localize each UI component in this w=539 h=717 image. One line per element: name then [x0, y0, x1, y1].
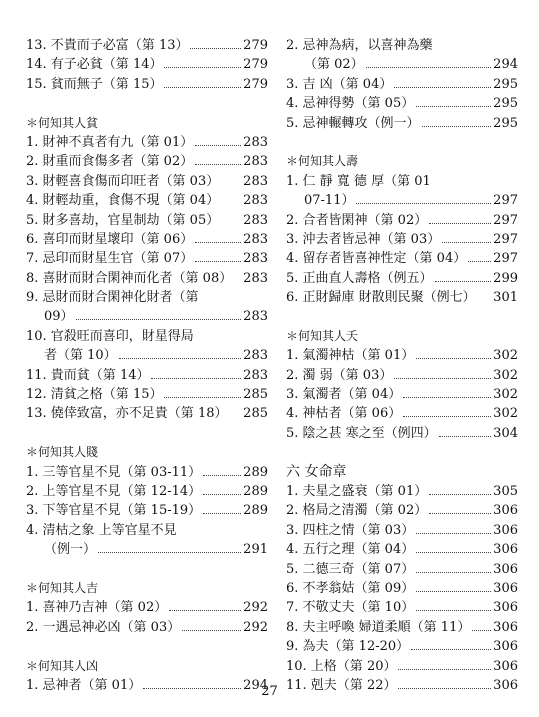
toc-entry [286, 482, 518, 501]
toc-entry [286, 521, 518, 540]
dot-leader [98, 544, 241, 553]
dot-leader [76, 312, 242, 321]
toc-entry [26, 230, 268, 249]
toc-entry [26, 249, 268, 268]
toc-entry-page: 306 [493, 639, 518, 655]
toc-entry [286, 579, 518, 598]
dot-leader [164, 60, 241, 69]
toc-entry-title: 5. 忌神輾轉攻（例一） [286, 115, 420, 131]
toc-entry-page: 279 [243, 57, 268, 73]
toc-entry-page: 297 [493, 193, 518, 209]
dot-leader [195, 157, 241, 166]
dot-leader [429, 506, 491, 515]
toc-entry-page: 289 [243, 483, 268, 499]
toc-entry-title: 3. 下等官星不見（第 15-19） [26, 503, 202, 519]
toc-entry-title: 2. 格局之清濁（第 02） [286, 503, 428, 519]
toc-entry-title: 2. 財重而食傷多者（第 02） [26, 154, 194, 170]
toc-entry [286, 560, 518, 579]
dot-leader [164, 389, 241, 398]
toc-entry [26, 463, 268, 482]
toc-entry-title: 2. 一遇忌神必凶（第 03） [26, 619, 181, 635]
toc-entry [26, 501, 268, 520]
toc-entry-page: 306 [493, 677, 518, 693]
toc-entry-page: 306 [493, 542, 518, 558]
spacer [26, 560, 268, 579]
toc-entry [26, 191, 268, 210]
dot-leader [411, 641, 491, 650]
toc-entry-title: 4. 神枯者（第 06） [286, 406, 402, 422]
toc-entry [26, 385, 268, 404]
dot-leader [403, 389, 491, 398]
toc-entry-page: 297 [493, 231, 518, 247]
dot-leader [169, 603, 241, 612]
toc-entry-page: 302 [493, 406, 518, 422]
toc-entry-title: 13. 不貴而子必富（第 13） [26, 38, 189, 53]
section-heading [286, 152, 518, 171]
toc-entry-title: 5. 正曲直人壽格（例五） [286, 270, 433, 286]
toc-entry [26, 152, 268, 171]
section-heading [286, 327, 518, 346]
toc-entry [26, 618, 268, 637]
dot-leader [422, 118, 492, 127]
toc-entry-title: 09） [44, 309, 74, 325]
toc-entry-page: 283 [243, 367, 268, 383]
toc-entry-page: 283 [243, 270, 268, 286]
toc-entry [286, 657, 518, 676]
toc-entry [26, 211, 268, 230]
toc-entry-title: 4. 留存者皆喜神性定（第 04） [286, 251, 467, 267]
dot-leader [416, 350, 491, 359]
dot-leader [164, 79, 241, 88]
toc-entry-page: 283 [243, 251, 268, 267]
toc-entry-page: 306 [493, 658, 518, 674]
dot-leader [203, 486, 241, 495]
toc-entry-page: 306 [493, 600, 518, 616]
toc-entry [286, 346, 518, 365]
section-heading [26, 657, 268, 676]
section-heading-text: ＊何知其人貧 [26, 115, 99, 130]
toc-column-left [26, 36, 268, 695]
dot-leader [203, 506, 241, 515]
toc-entry-page: 283 [243, 134, 268, 150]
section-heading [26, 443, 268, 462]
toc-entry [286, 75, 518, 94]
toc-entry-title: 10. 上格（第 20） [286, 658, 397, 674]
toc-entry-title: 9. 忌財而財合閑神化財者（第 [26, 290, 199, 306]
toc-entry-title: 1. 三等官星不見（第 03-11） [26, 464, 202, 480]
dot-leader [195, 137, 241, 146]
toc-entry-title: 1. 夫星之盛衰（第 01） [286, 483, 428, 499]
toc-entry-title: 13. 僥倖致富，亦不足貴（第 18） [26, 406, 228, 422]
toc-entry-title: 4. 忌神得勢（第 05） [286, 96, 415, 112]
toc-entry-title: 2. 上等官星不見（第 12-14） [26, 483, 202, 499]
section-heading-text: ＊何知其人吉 [26, 580, 99, 595]
spacer [26, 637, 268, 656]
toc-entry-title: 1. 喜神乃吉神（第 02） [26, 600, 168, 616]
dot-leader [394, 370, 491, 379]
toc-entry-title: 1. 忌神者（第 01） [26, 677, 142, 693]
toc-entry-page: 305 [493, 483, 518, 499]
dot-leader [195, 254, 241, 263]
toc-entry-page: 297 [493, 212, 518, 228]
dot-leader [221, 177, 241, 185]
toc-entry-title: 14. 有子必貧（第 14） [26, 57, 163, 73]
toc-entry-title: 8. 喜財而財合閑神而化者（第 08） [26, 270, 233, 286]
toc-entry-title: 10. 官殺旺而喜印，財星得局 [26, 328, 194, 344]
toc-entry-page: 292 [243, 600, 268, 616]
dot-leader [416, 564, 491, 573]
toc-entry [26, 288, 268, 307]
toc-entry-page: 283 [243, 154, 268, 170]
toc-entry-page: 306 [493, 522, 518, 538]
dot-leader [190, 40, 241, 49]
toc-entry [26, 55, 268, 74]
toc-entry-page: 279 [243, 38, 268, 53]
spacer [286, 133, 518, 152]
toc-entry-page: 295 [493, 96, 518, 112]
toc-entry-page: 302 [493, 387, 518, 403]
toc-entry-page: 283 [243, 309, 268, 325]
toc-entry [26, 307, 268, 326]
toc-entry-page: 302 [493, 348, 518, 364]
dot-leader [221, 196, 241, 204]
section-heading [26, 579, 268, 598]
toc-entry-title: 者（第 10） [44, 348, 117, 364]
toc-entry [26, 172, 268, 191]
toc-entry-title: 5. 財多喜劫，官星制劫（第 05） [26, 212, 220, 228]
toc-entry-page: 306 [493, 561, 518, 577]
toc-column-right [286, 36, 518, 695]
toc-entry-page: 291 [243, 542, 268, 558]
dot-leader [234, 274, 241, 282]
toc-entry-title: 8. 夫主呼喚 婦道柔順（第 11） [286, 619, 471, 635]
dot-leader [439, 428, 492, 437]
toc-entry [286, 385, 518, 404]
toc-entry-page: 283 [243, 348, 268, 364]
toc-entry-page: 295 [493, 76, 518, 92]
dot-leader [398, 661, 491, 670]
dot-leader [195, 234, 241, 243]
toc-entry-page: 285 [243, 387, 268, 403]
dot-leader [429, 486, 491, 495]
toc-entry-page: 283 [243, 231, 268, 247]
spacer [286, 307, 518, 326]
dot-leader [119, 350, 241, 359]
section-heading-text: ＊何知其人壽 [286, 154, 359, 169]
toc-entry-page: 304 [493, 425, 518, 441]
toc-entry-page: 306 [493, 580, 518, 596]
section-heading-text: 六 女命章 [286, 463, 347, 480]
dot-leader [416, 525, 491, 534]
toc-entry-page: 302 [493, 367, 518, 383]
toc-entry [26, 36, 268, 55]
toc-entry [26, 482, 268, 501]
toc-entry-title: 1. 氣濁神枯（第 01） [286, 348, 415, 364]
toc-entry-title: 9. 為夫（第 12-20） [286, 639, 410, 655]
dot-leader [435, 273, 492, 282]
toc-entry-title: 6. 不孝翁姑（第 09） [286, 580, 415, 596]
section-heading-text: ＊何知其人凶 [26, 658, 99, 673]
toc-entry-title: 3. 氣濁者（第 04） [286, 387, 402, 403]
toc-entry [286, 249, 518, 268]
toc-entry-title: （第 02） [304, 57, 364, 73]
toc-entry-title: 3. 沖去者皆忌神（第 03） [286, 231, 441, 247]
toc-entry-page: 297 [493, 251, 518, 267]
page-number: 27 [261, 684, 278, 699]
toc-entry [286, 172, 518, 191]
toc-entry-title: 6. 喜印而財星壞印（第 06） [26, 231, 194, 247]
toc-entry-page: 301 [493, 290, 518, 306]
toc-entry [286, 191, 518, 210]
toc-entry [26, 521, 268, 540]
toc-entry-page: 285 [243, 406, 268, 422]
toc-entry-title: 4. 財輕劫重，食傷不現（第 04） [26, 193, 220, 209]
toc-entry-title: 3. 吉 凶（第 04） [286, 76, 393, 92]
section-heading [26, 114, 268, 133]
toc-entry-title: 12. 清貧之格（第 15） [26, 387, 163, 403]
toc-entry [286, 637, 518, 656]
toc-entry [26, 598, 268, 617]
toc-entry-page: 283 [243, 212, 268, 228]
dot-leader [468, 254, 491, 263]
toc-entry [26, 366, 268, 385]
toc-entry-page: 299 [493, 270, 518, 286]
toc-entry-title: 3. 財輕喜食傷而印旺者（第 03） [26, 173, 220, 189]
toc-entry [286, 618, 518, 637]
toc-entry-title: 2. 濁 弱（第 03） [286, 367, 393, 383]
toc-entry [286, 269, 518, 288]
dot-leader [472, 622, 491, 631]
toc-entry-title: 07-11） [304, 193, 355, 209]
toc-entry [26, 75, 268, 94]
toc-entry-title: 11. 剋夫（第 22） [286, 677, 397, 693]
toc-entry [26, 404, 268, 423]
toc-entry [26, 540, 268, 559]
toc-entry [286, 501, 518, 520]
toc-entry-page: 289 [243, 464, 268, 480]
toc-entry-title: （例一） [44, 542, 97, 558]
toc-entry [286, 424, 518, 443]
dot-leader [151, 370, 241, 379]
toc-entry-page: 283 [243, 193, 268, 209]
toc-entry-title: 11. 貴而貧（第 14） [26, 367, 150, 383]
dot-leader [478, 293, 492, 301]
spacer [26, 424, 268, 443]
dot-leader [366, 60, 491, 69]
toc-entry-title: 5. 二德三奇（第 07） [286, 561, 415, 577]
toc-entry [26, 269, 268, 288]
toc-entry-page: 292 [243, 619, 268, 635]
toc-entry [26, 327, 268, 346]
toc-entry-page: 279 [243, 76, 268, 92]
dot-leader [416, 98, 491, 107]
toc-entry-page: 295 [493, 115, 518, 131]
toc-entry-title: 5. 陰之甚 寒之至（例四） [286, 425, 437, 441]
dot-leader [221, 216, 241, 224]
toc-entry-title: 2. 合者皆閑神（第 02） [286, 212, 428, 228]
toc-entry [286, 114, 518, 133]
dot-leader [356, 195, 491, 204]
toc-entry-page: 283 [243, 173, 268, 189]
toc-entry-title: 6. 正財歸庫 財散則民聚（例七） [286, 290, 476, 306]
toc-entry [286, 404, 518, 423]
toc-entry-page: 294 [243, 677, 268, 693]
dot-leader [203, 467, 241, 476]
toc-entry-page: 289 [243, 503, 268, 519]
spacer [26, 94, 268, 113]
toc-entry-title: 7. 忌印而財星生官（第 07） [26, 251, 194, 267]
dot-leader [416, 544, 491, 553]
toc-entry [286, 55, 518, 74]
dot-leader [416, 583, 491, 592]
toc-entry [286, 211, 518, 230]
section-heading [286, 463, 518, 482]
spacer [286, 443, 518, 462]
dot-leader [429, 215, 491, 224]
toc-entry [26, 133, 268, 152]
toc-entry [286, 540, 518, 559]
toc-entry-title: 1. 財神不真者有九（第 01） [26, 134, 194, 150]
dot-leader [182, 622, 241, 631]
toc-entry-title: 7. 不敬丈夫（第 10） [286, 600, 415, 616]
toc-entry-page: 306 [493, 503, 518, 519]
toc-entry [26, 346, 268, 365]
dot-leader [403, 409, 491, 418]
toc-entry-title: 4. 五行之理（第 04） [286, 542, 415, 558]
toc-entry-title: 2. 忌神為病，以喜神為藥 [286, 38, 433, 53]
toc-entry-page: 306 [493, 619, 518, 635]
dot-leader [442, 234, 491, 243]
toc-entry [286, 36, 518, 55]
toc-entry [286, 230, 518, 249]
toc-entry [286, 94, 518, 113]
toc-entry [286, 366, 518, 385]
dot-leader [394, 79, 491, 88]
toc-entry-title: 3. 四柱之情（第 03） [286, 522, 415, 538]
toc-entry-title: 4. 清枯之象 上等官星不見 [26, 522, 177, 538]
section-heading-text: ＊何知其人夭 [286, 328, 359, 343]
toc-entry [286, 288, 518, 307]
dot-leader [416, 603, 491, 612]
toc-entry-title: 1. 仁 靜 寬 德 厚（第 01 [286, 173, 431, 189]
toc-entry-page: 294 [493, 57, 518, 73]
section-heading-text: ＊何知其人賤 [26, 445, 99, 460]
dot-leader [229, 410, 241, 418]
toc-entry-title: 15. 貧而無子（第 15） [26, 76, 163, 92]
toc-entry [286, 598, 518, 617]
